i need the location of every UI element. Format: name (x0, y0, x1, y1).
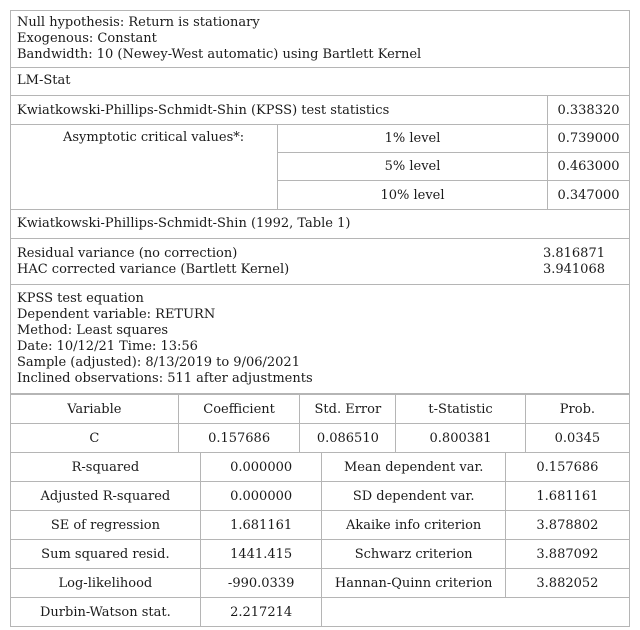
lm-stat-label: LM-Stat (11, 68, 629, 96)
coef-t-statistic: 0.800381 (396, 424, 526, 453)
header-t-statistic: t-Statistic (396, 395, 526, 424)
stat-value (505, 598, 629, 627)
header-prob: Prob. (525, 395, 629, 424)
stat-value: 1.681161 (505, 482, 629, 511)
stat-label: Log-likelihood (11, 569, 200, 598)
stat-label: Durbin-Watson stat. (11, 598, 200, 627)
stat-value: -990.0339 (200, 569, 322, 598)
residual-variance-value: 3.816871 (542, 246, 605, 261)
stats-row (11, 540, 629, 569)
residual-variance-label: Residual variance (no correction) (17, 246, 238, 261)
regression-stats (11, 453, 629, 626)
null-hypothesis: Null hypothesis: Return is stationary (17, 15, 260, 30)
stat-label: Hannan-Quinn criterion (322, 569, 505, 598)
stats-row (11, 482, 629, 511)
stat-label: Mean dependent var. (322, 453, 505, 482)
critical-level-values (547, 125, 629, 209)
critical-levels (277, 125, 547, 209)
stats-row (11, 598, 629, 627)
stats-row (11, 511, 629, 540)
coef-variable: C (11, 424, 178, 453)
coefficient-table (11, 394, 629, 453)
level-5pct: 5% level (278, 153, 547, 181)
dependent-variable: Dependent variable: RETURN (17, 307, 216, 322)
stat-value: 3.878802 (505, 511, 629, 540)
hac-variance-label: HAC corrected variance (Bartlett Kernel) (17, 262, 290, 277)
stat-value: 1.681161 (200, 511, 322, 540)
coef-std-error: 0.086510 (300, 424, 396, 453)
kpss-results-table (10, 10, 630, 627)
method: Method: Least squares (17, 323, 169, 338)
stats-row (11, 569, 629, 598)
hac-variance-row (17, 262, 623, 278)
stat-value: 2.217214 (200, 598, 322, 627)
stat-label: R-squared (11, 453, 200, 482)
stats-row (11, 453, 629, 482)
stat-label: SE of regression (11, 511, 200, 540)
header-std-error: Std. Error (300, 395, 396, 424)
equation-info (11, 285, 629, 394)
date-time: Date: 10/12/21 Time: 13:56 (17, 339, 198, 354)
stat-value: 1441.415 (200, 540, 322, 569)
variances (11, 239, 629, 285)
residual-variance-row (17, 246, 623, 262)
bandwidth: Bandwidth: 10 (Newey-West automatic) using Bartlett Kernel (17, 47, 422, 62)
critical-values (11, 125, 629, 210)
value-1pct: 0.739000 (548, 125, 629, 153)
kpss-stat-row (11, 96, 629, 125)
stat-label: Akaike info criterion (322, 511, 505, 540)
kpss-stat-value: 0.338320 (547, 96, 629, 124)
equation-title: KPSS test equation (17, 291, 144, 306)
exogenous: Exogenous: Constant (17, 31, 157, 46)
sample: Sample (adjusted): 8/13/2019 to 9/06/2021 (17, 355, 300, 370)
stat-value: 0.000000 (200, 482, 322, 511)
hac-variance-value: 3.941068 (542, 262, 605, 277)
coef-header-row (11, 395, 629, 424)
value-10pct: 0.347000 (557, 187, 620, 203)
reference: Kwiatkowski-Phillips-Schmidt-Shin (1992, Table 1) (11, 210, 629, 239)
level-10pct: 10% level (380, 187, 445, 203)
header-variable: Variable (11, 395, 178, 424)
stat-label: Adjusted R-squared (11, 482, 200, 511)
stat-label: Schwarz criterion (322, 540, 505, 569)
observations: Inclined observations: 511 after adjustments (17, 371, 313, 386)
kpss-stat-label: Kwiatkowski-Phillips-Schmidt-Shin (KPSS) test statistics (17, 102, 390, 118)
stat-value: 0.000000 (200, 453, 322, 482)
stat-value: 3.887092 (505, 540, 629, 569)
value-5pct: 0.463000 (548, 153, 629, 181)
coef-prob: 0.0345 (525, 424, 629, 453)
test-header (11, 11, 629, 68)
stat-value: 0.157686 (505, 453, 629, 482)
stat-value: 3.882052 (505, 569, 629, 598)
level-1pct: 1% level (278, 125, 547, 153)
coef-coefficient: 0.157686 (178, 424, 300, 453)
header-coefficient: Coefficient (178, 395, 300, 424)
stat-label (322, 598, 505, 627)
coef-row (11, 424, 629, 453)
critical-values-label: Asymptotic critical values*: (63, 130, 245, 145)
stat-label: SD dependent var. (322, 482, 505, 511)
stat-label: Sum squared resid. (11, 540, 200, 569)
